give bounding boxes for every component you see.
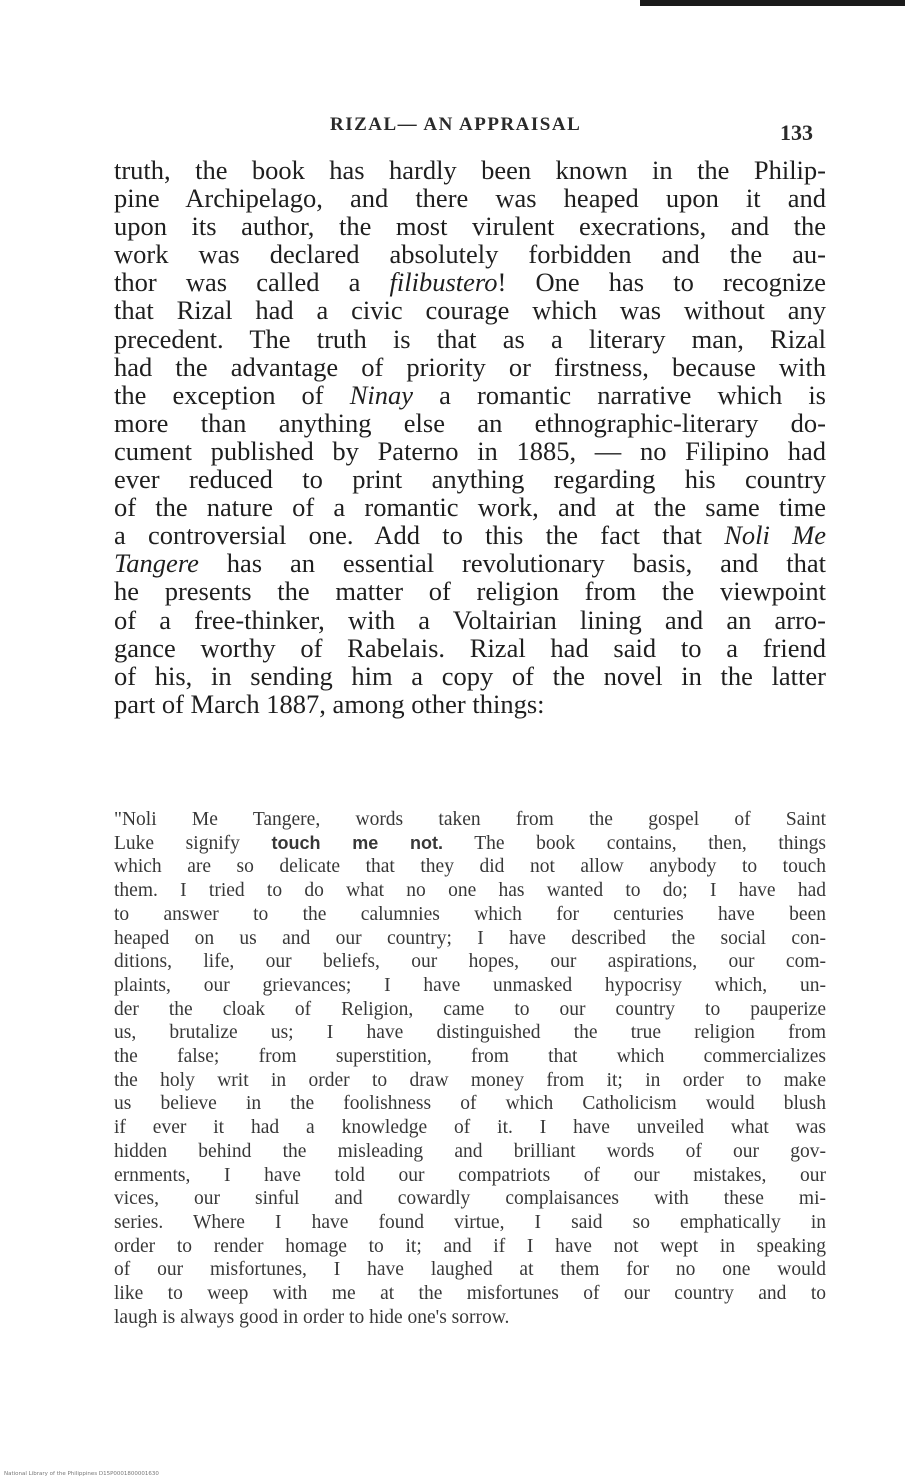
body-line: work was declared absolutely forbidden and the au-: [114, 239, 826, 270]
body-line: upon its author, the most virulent execrations, and the: [114, 211, 826, 242]
scan-credit: National Library of the Philippines D15P0001800001630: [4, 1471, 159, 1477]
quote-line: vices, our sinful and cowardly complaisances with these mi-: [114, 1188, 826, 1210]
quote-line: to answer to the calumnies which for centuries have been: [114, 903, 826, 925]
body-line: gance worthy of Rabelais. Rizal had said to a friend: [114, 632, 826, 663]
quote-line: ernments, I have told our compatriots of our mistakes, our: [114, 1164, 826, 1186]
quote-line: [114, 832, 826, 856]
quote-line: the false; from superstition, from that which commercializes: [114, 1046, 826, 1068]
quote-text-run: The book contains, then, things: [442, 832, 827, 854]
quote-line: them. I tried to do what no one has wanted to do; I have had: [114, 880, 826, 902]
body-line: he presents the matter of religion from the viewpoint: [114, 576, 826, 607]
quote-line: heaped on us and our country; I have described the social con-: [114, 927, 826, 949]
quote-line: us, brutalize us; I have distinguished the true religion from: [114, 1022, 826, 1044]
body-line: truth, the book has hardly been known in the Philip-: [114, 155, 826, 185]
body-line: more than anything else an ethnographic-literary do-: [114, 407, 826, 438]
quote-line: ditions, life, our beliefs, our hopes, our aspirations, our com-: [114, 951, 826, 973]
body-paragraph: [114, 156, 826, 718]
body-text-run: ! One has to recognize: [497, 267, 826, 298]
quote-line: which are so delicate that they did not allow anybody to touch: [114, 856, 826, 878]
body-text-run: thor was called a: [114, 267, 390, 298]
quote-line: der the cloak of Religion, came to our country to pauperize: [114, 998, 826, 1020]
italic-title: Ninay: [349, 379, 414, 410]
top-edge-rule: [640, 0, 905, 6]
quote-line: the holy writ in order to draw money from it; in order to make: [114, 1069, 826, 1091]
italic-term: filibustero: [389, 267, 498, 298]
body-line: ever reduced to print anything regarding his country: [114, 464, 826, 495]
body-line: cument published by Paterno in 1885, — no Filipino had: [114, 435, 826, 466]
quote-line: series. Where I have found virtue, I said so emphatically in: [114, 1211, 826, 1233]
italic-title: Noli Me: [724, 520, 826, 551]
quote-line: like to weep with me at the misfortunes of our country and to: [114, 1283, 826, 1305]
quote-line: order to render homage to it; and if I have not wept in speaking: [114, 1235, 826, 1257]
quote-line: "Noli Me Tangere, words taken from the gospel of Saint: [114, 809, 826, 830]
quote-text-run: Luke signify: [114, 832, 272, 854]
body-line: had the advantage of priority or firstness, because with: [114, 351, 826, 382]
italic-title: Tangere: [114, 548, 199, 579]
body-text-run: a romantic narrative which is: [413, 379, 826, 410]
body-line: of a free-thinker, with a Voltairian lining and an arro-: [114, 604, 826, 635]
quote-line: hidden behind the misleading and brilliant words of our gov-: [114, 1140, 826, 1162]
quote-line: of our misfortunes, I have laughed at them for no one would: [114, 1259, 826, 1281]
running-title: RIZAL— AN APPRAISAL: [330, 114, 582, 135]
body-line: that Rizal had a civic courage which was without any: [114, 295, 826, 326]
body-line: pine Archipelago, and there was heaped upon it and: [114, 183, 826, 214]
body-text-run: has an essential revolutionary basis, and that: [198, 548, 826, 579]
body-line: of his, in sending him a copy of the novel in the latter: [114, 660, 826, 691]
body-text-run: the exception of: [114, 379, 350, 410]
page-number: 133: [780, 120, 813, 145]
body-text-run: a controversial one. Add to this the fact that: [114, 520, 725, 551]
quote-line: laugh is always good in order to hide one's sorrow.: [114, 1306, 510, 1328]
quote-line: plaints, our grievances; I have unmasked hypocrisy which, un-: [114, 974, 826, 996]
body-line: [114, 381, 826, 409]
body-line: [114, 521, 826, 549]
body-line: of the nature of a romantic work, and at the same time: [114, 492, 826, 523]
body-line: part of March 1887, among other things:: [114, 688, 545, 719]
body-line: precedent. The truth is that as a literary man, Rizal: [114, 323, 826, 354]
bold-phrase: touch me not.: [271, 832, 443, 853]
running-head: [0, 110, 905, 145]
quote-line: us believe in the foolishness of which Catholicism would blush: [114, 1093, 826, 1115]
body-line: [114, 268, 826, 296]
block-quote: [114, 808, 826, 1329]
quote-line: if ever it had a knowledge of it. I have unveiled what was: [114, 1117, 826, 1139]
body-line: [114, 549, 826, 577]
